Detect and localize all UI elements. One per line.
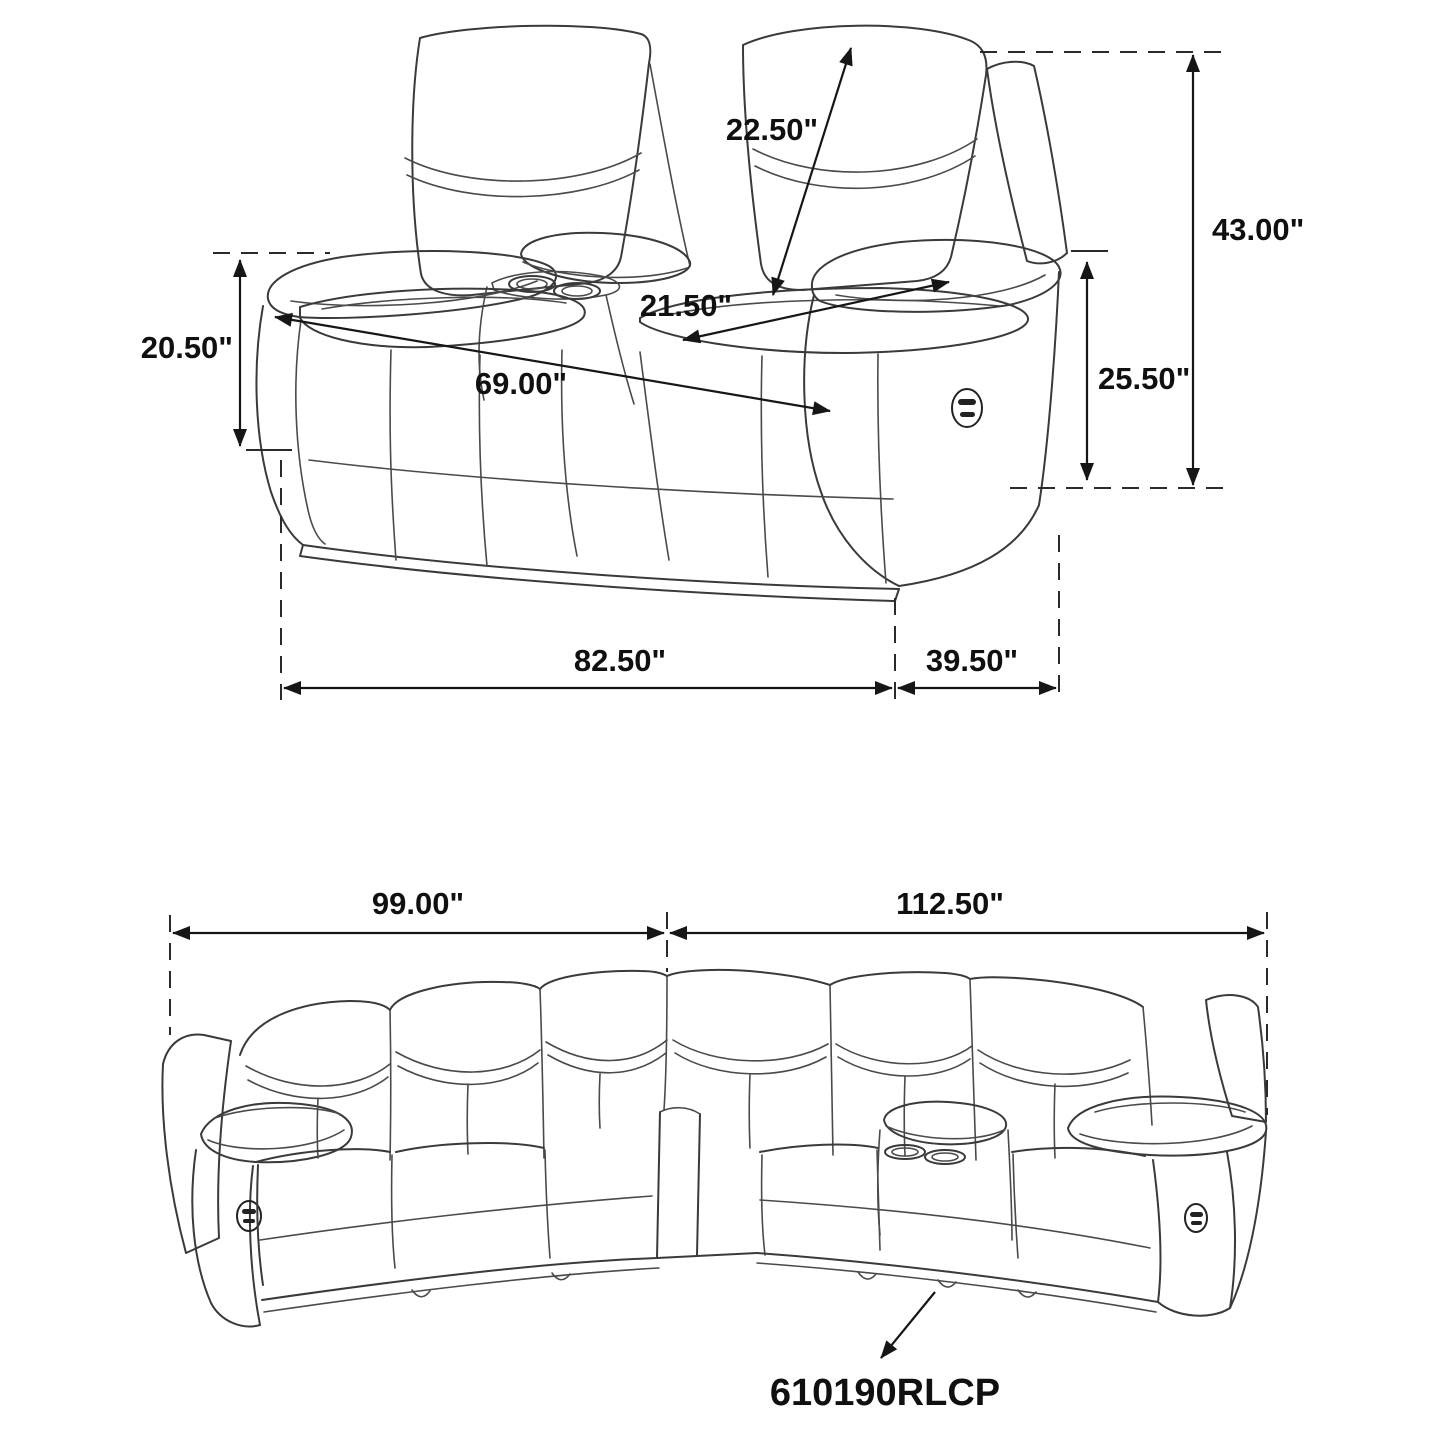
power-button-icon [952,389,982,427]
dim-overall-depth: 39.50" [925,643,1019,678]
top-diagram [141,26,1305,700]
part-number-callout-arrow [881,1292,935,1358]
sectional-line-art [162,970,1266,1327]
dim-right-section-width: 112.50" [896,886,1004,921]
dim-overall-height: 43.00" [1212,212,1305,247]
top-dimension-annotations [141,48,1305,700]
dim-overall-width: 82.50" [573,643,667,678]
dim-back-diagonal: 22.50" [725,112,819,147]
dim-seat-depth: 21.50" [639,288,733,323]
cup-holder-icon [885,1145,965,1164]
dim-left-arm-height: 20.50" [140,330,233,365]
dim-left-section-width: 99.00" [371,886,465,921]
dim-seat-width: 69.00" [474,366,568,401]
part-number: 610190RLCP [769,1372,1001,1414]
dim-right-arm-height: 25.50" [1098,361,1191,396]
power-button-icon [1185,1204,1207,1232]
bottom-diagram [162,886,1267,1414]
